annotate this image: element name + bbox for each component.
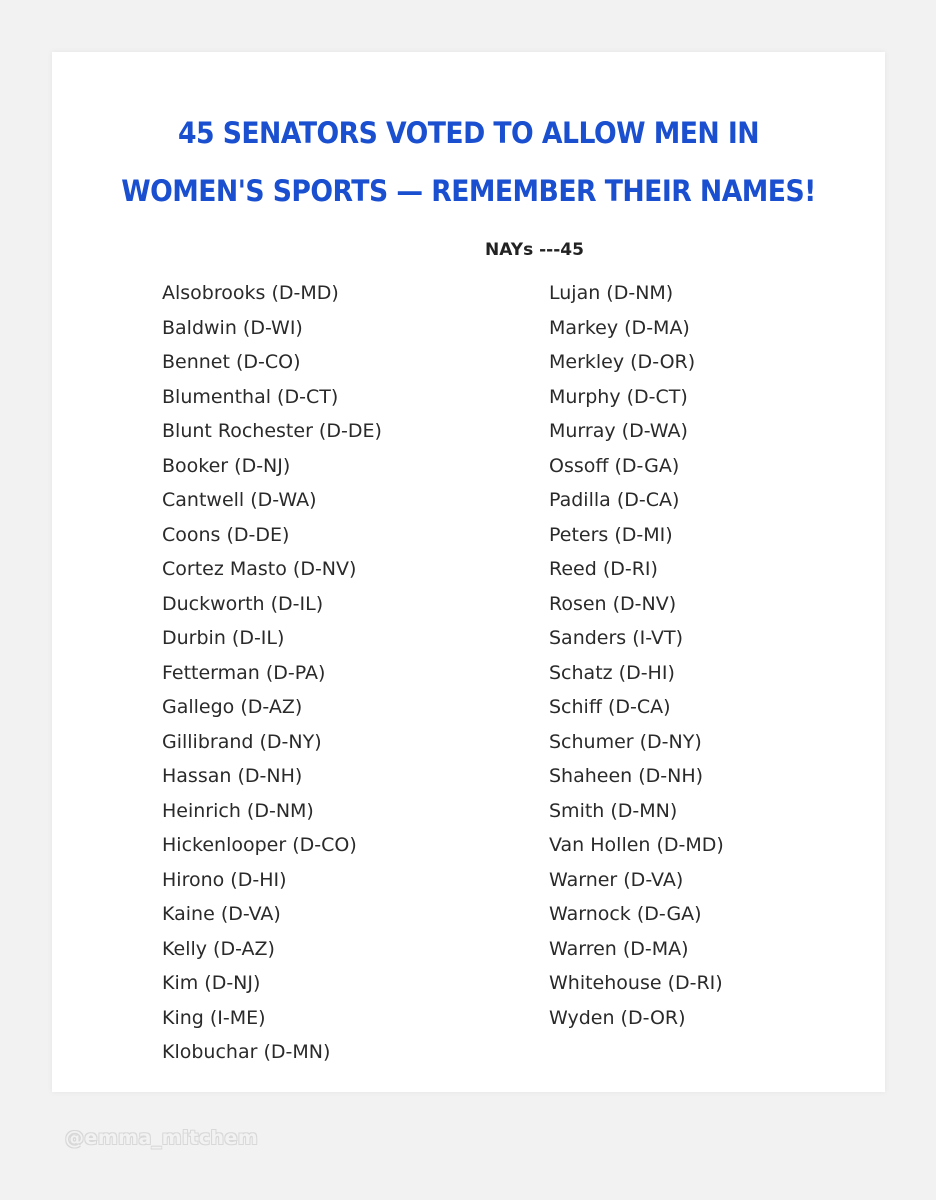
senator-entry: Klobuchar (D-MN) xyxy=(162,1041,331,1063)
senator-entry: Hickenlooper (D-CO) xyxy=(162,834,357,856)
senator-entry: Booker (D-NJ) xyxy=(162,454,291,477)
senator-entry: Bennet (D-CO) xyxy=(162,351,301,373)
senator-entry: Kelly (D-AZ) xyxy=(162,937,275,960)
senator-entry: Schiff (D-CA) xyxy=(549,696,671,718)
senator-entry: Fetterman (D-PA) xyxy=(162,661,326,684)
senator-entry: Hassan (D-NH) xyxy=(162,765,303,787)
senator-list-right xyxy=(549,276,724,1035)
senator-entry: Sanders (I-VT) xyxy=(549,627,684,649)
senator-entry: Lujan (D-NM) xyxy=(549,282,674,304)
watermark: @emma_mitchem xyxy=(65,1127,259,1149)
senator-entry: Van Hollen (D-MD) xyxy=(549,834,724,856)
senator-entry: Coons (D-DE) xyxy=(162,523,290,546)
senator-entry: Wyden (D-OR) xyxy=(549,1006,686,1029)
senator-entry: Gallego (D-AZ) xyxy=(162,696,303,718)
senator-entry: Reed (D-RI) xyxy=(549,558,658,580)
senator-entry: Gillibrand (D-NY) xyxy=(162,730,322,753)
senator-entry: Rosen (D-NV) xyxy=(549,592,677,615)
senator-entry: Smith (D-MN) xyxy=(549,799,678,822)
senator-entry: Peters (D-MI) xyxy=(549,523,673,546)
senator-entry: Cortez Masto (D-NV) xyxy=(162,558,357,580)
senator-entry: King (I-ME) xyxy=(162,1006,266,1029)
nays-header: NAYs ---45 xyxy=(485,240,584,260)
senator-entry: Warner (D-VA) xyxy=(549,868,684,891)
senator-entry: Murphy (D-CT) xyxy=(549,385,688,408)
senator-entry: Hirono (D-HI) xyxy=(162,868,287,891)
senator-entry: Alsobrooks (D-MD) xyxy=(162,282,339,304)
senator-entry: Cantwell (D-WA) xyxy=(162,489,317,511)
senator-entry: Shaheen (D-NH) xyxy=(549,765,704,787)
senator-entry: Duckworth (D-IL) xyxy=(162,592,324,615)
senator-entry: Heinrich (D-NM) xyxy=(162,799,314,822)
senator-entry: Schatz (D-HI) xyxy=(549,661,675,684)
senator-entry: Murray (D-WA) xyxy=(549,420,688,442)
senator-entry: Merkley (D-OR) xyxy=(549,351,696,373)
senator-entry: Whitehouse (D-RI) xyxy=(549,972,723,994)
senator-entry: Baldwin (D-WI) xyxy=(162,316,303,339)
senator-entry: Blunt Rochester (D-DE) xyxy=(162,420,382,442)
senator-entry: Schumer (D-NY) xyxy=(549,730,702,753)
senator-entry: Ossoff (D-GA) xyxy=(549,454,680,477)
senator-entry: Markey (D-MA) xyxy=(549,316,690,339)
headline xyxy=(85,104,851,220)
headline-line-2: WOMEN'S SPORTS — REMEMBER THEIR NAMES! xyxy=(121,174,816,208)
senator-entry: Kim (D-NJ) xyxy=(162,972,261,994)
senator-entry: Padilla (D-CA) xyxy=(549,489,680,511)
senator-entry: Durbin (D-IL) xyxy=(162,627,285,649)
headline-line-1: 45 SENATORS VOTED TO ALLOW MEN IN xyxy=(177,116,760,150)
senator-list-left xyxy=(162,276,382,1070)
senator-entry: Warnock (D-GA) xyxy=(549,903,702,925)
senator-entry: Kaine (D-VA) xyxy=(162,903,281,925)
document-card xyxy=(52,52,885,1092)
senator-entry: Warren (D-MA) xyxy=(549,937,689,960)
senator-entry: Blumenthal (D-CT) xyxy=(162,385,339,408)
